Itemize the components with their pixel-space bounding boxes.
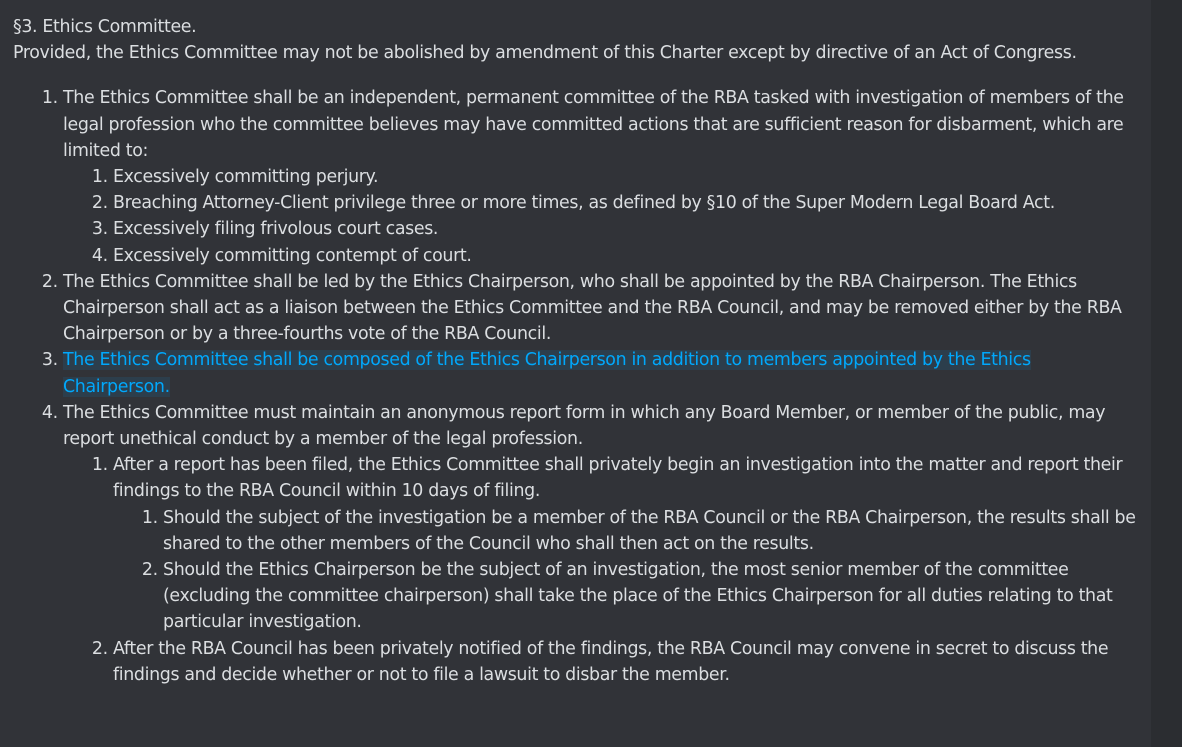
clause-4-item-1-sub-1: 1. Should the subject of the investigation be a member of the RBA Council or the RBA Chairperson, the results shall be shared to the other members of the Council who shall then act on the results. — [163, 505, 1138, 557]
clause-3-text-highlighted[interactable]: The Ethics Committee shall be composed of the Ethics Chairperson in addition to members appointed by the Ethics Chairperson. — [63, 350, 1031, 397]
clause-4-item-1 — [113, 452, 1138, 635]
section-intro: Provided, the Ethics Committee may not be abolished by amendment of this Charter except by directive of an Act of Congress. — [13, 43, 1077, 64]
clause-1-item-2: 2. Breaching Attorney-Client privilege three or more times, as defined by §10 of the Super Modern Legal Board Act. — [113, 190, 1138, 216]
message-content — [13, 14, 1138, 688]
clause-1 — [63, 85, 1138, 268]
clause-1-sublist — [113, 164, 1138, 269]
clause-4-text: The Ethics Committee must maintain an anonymous report form in which any Board Member, or member of the public, may report unethical conduct by a member of the legal profession. — [63, 402, 1106, 450]
clause-1-text: The Ethics Committee shall be an independent, permanent committee of the RBA tasked with investigation of members of the legal profession who the committee believes may have committed actions that are sufficient reason for disbarment, which are limited to: — [63, 88, 1124, 161]
clause-4-item-1-sublist — [163, 505, 1138, 636]
clause-2-text: The Ethics Committee shall be led by the Ethics Chairperson, who shall be appointed by the RBA Chairperson. The Ethics Chairperson shall act as a liaison between the Ethics Committee and the RBA Council, and may be removed either by the RBA Chairperson or by a three-fourths vote of the RBA Council. — [63, 271, 1122, 345]
clause-1-item-4: 4. Excessively committing contempt of court. — [113, 243, 1138, 269]
clause-4-item-1-text: After a report has been filed, the Ethics Committee shall privately begin an investigation into the matter and report their findings to the RBA Council within 10 days of filing. — [113, 455, 1123, 502]
scroll-gutter — [1151, 0, 1182, 747]
clause-4-item-2-text: After the RBA Council has been privately notified of the findings, the RBA Council may convene in secret to discuss the findings and decide whether or not to file a lawsuit to disbar the member. — [113, 638, 1109, 685]
clause-2 — [63, 269, 1138, 348]
clause-4-item-1-sub-2: 2. Should the Ethics Chairperson be the subject of an investigation, the most senior member of the committee (excluding the committee chairperson) shall take the place of the Ethics Chairperson for all duties relating to that particular investigation. — [163, 557, 1138, 636]
clause-3 — [63, 347, 1138, 399]
clause-list — [63, 85, 1138, 688]
clause-4-item-2 — [113, 636, 1138, 688]
section-heading: §3. Ethics Committee. — [13, 17, 197, 37]
clause-1-item-1: 1. Excessively committing perjury. — [113, 164, 1138, 190]
clause-1-item-3: 3. Excessively filing frivolous court cases. — [113, 216, 1138, 242]
clause-4 — [63, 400, 1138, 688]
clause-4-sublist — [113, 452, 1138, 688]
